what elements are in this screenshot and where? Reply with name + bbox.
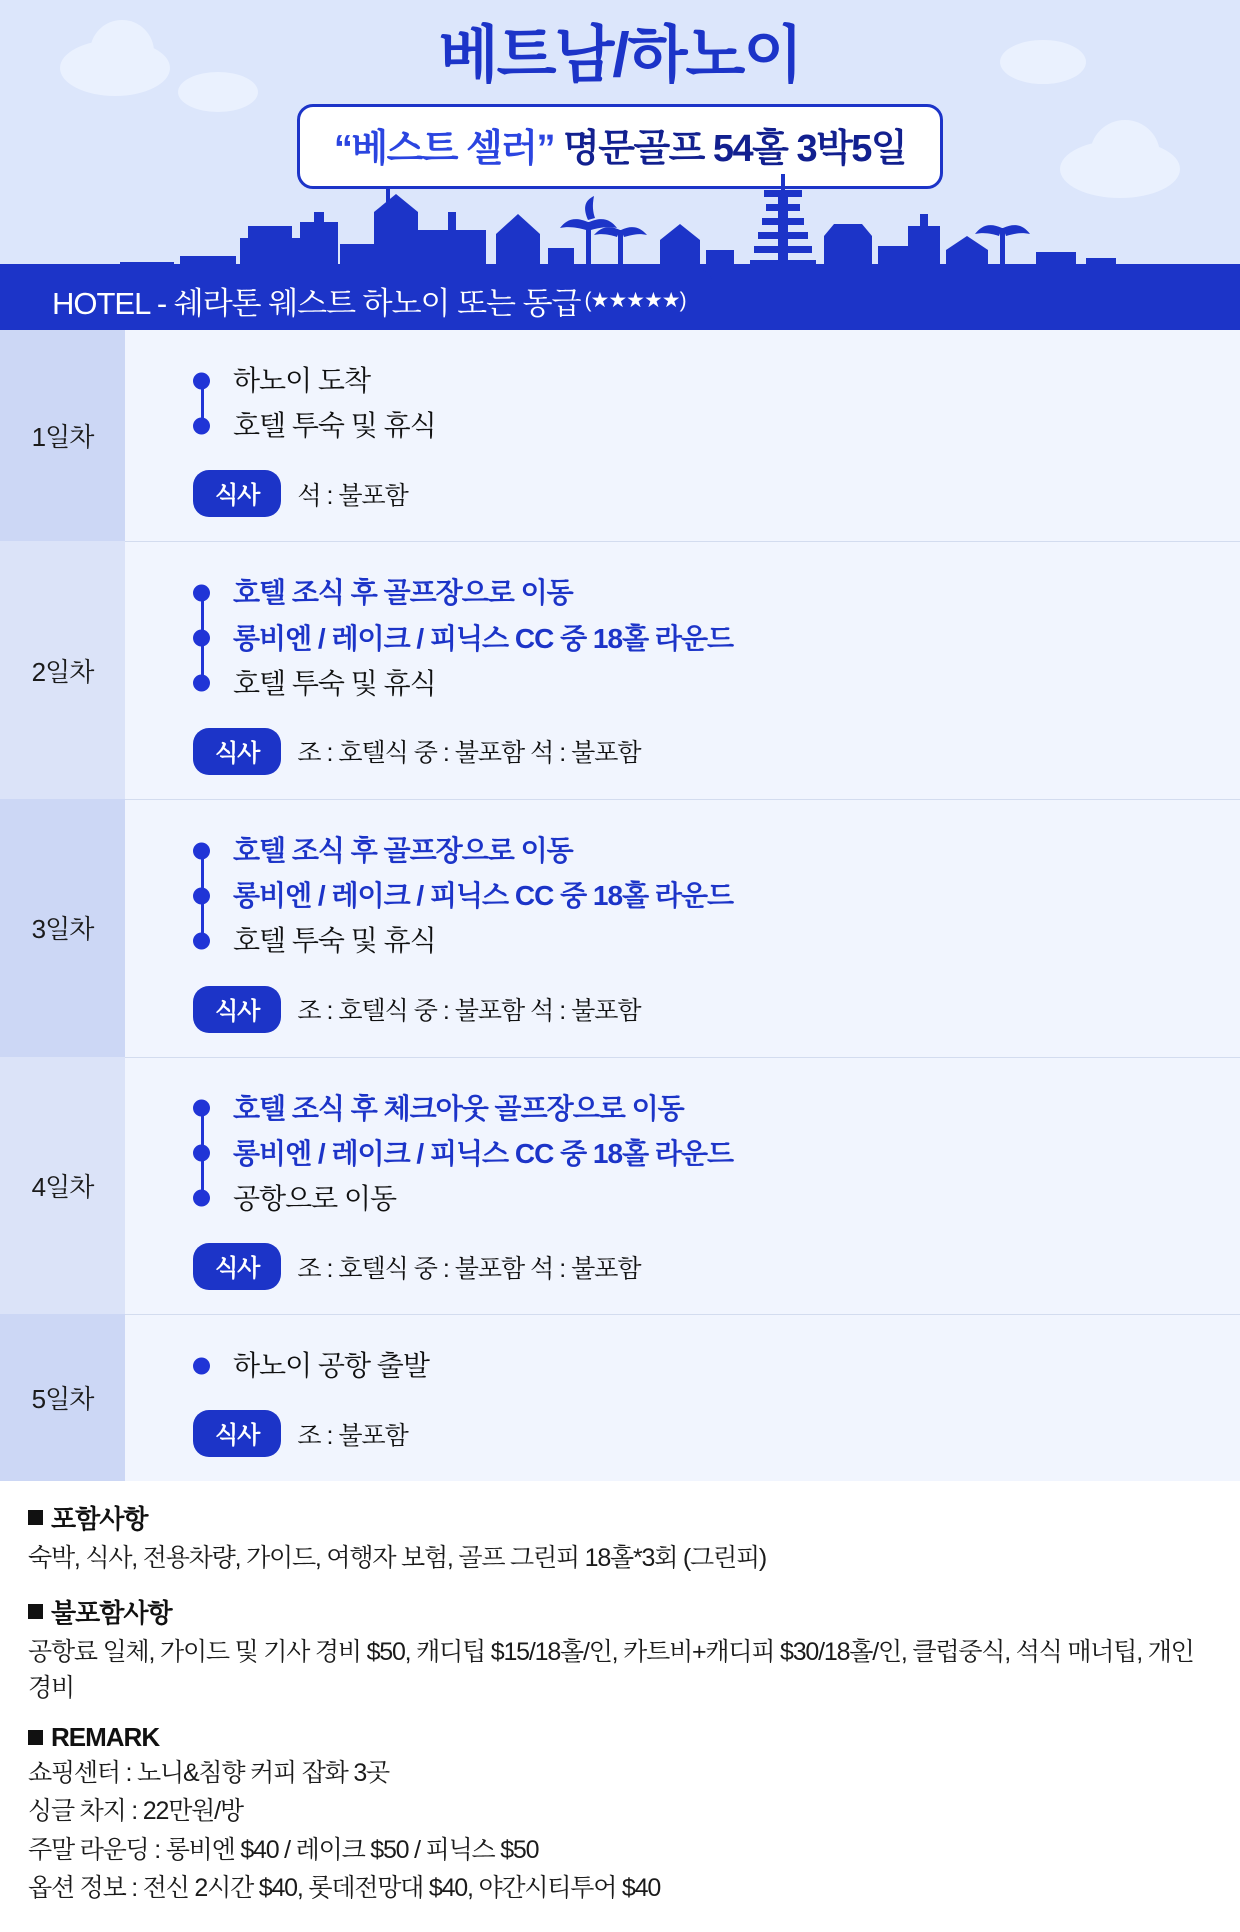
meal-row [175,728,1200,775]
itinerary-step [175,1343,1200,1388]
step-dot-icon [193,932,210,949]
page-title: 베트남/하노이 [438,21,802,90]
itinerary-step [175,873,1200,918]
meal-row [175,1410,1200,1457]
itinerary-step [175,403,1200,448]
meal-badge: 식사 [193,1410,281,1457]
step-dot-icon [193,1100,210,1117]
excluded-heading-text: 불포함사항 [51,1597,172,1628]
meal-row [175,1243,1200,1290]
itinerary-step [175,616,1200,661]
day-label: 4일차 [0,1057,125,1315]
itinerary-step [175,828,1200,873]
itinerary-step [175,661,1200,706]
step-text: 호텔 투숙 및 휴식 [233,410,436,442]
step-text: 호텔 투숙 및 휴식 [233,925,436,957]
day-body [125,799,1240,1057]
meal-badge: 식사 [193,470,281,517]
step-text: 공항으로 이동 [233,1182,397,1214]
step-list [175,1343,1200,1388]
meal-row [175,470,1200,517]
itinerary-row [0,330,1240,541]
step-dot-icon [193,417,210,434]
step-text: 하노이 공항 출발 [233,1350,429,1382]
day-label: 3일차 [0,799,125,1057]
hotel-bar [30,270,712,330]
excluded-block [28,1593,1212,1707]
itinerary-step [175,358,1200,403]
step-list [175,358,1200,448]
day-label: 2일차 [0,541,125,799]
meal-badge: 식사 [193,1243,281,1290]
step-dot-icon [193,584,210,601]
itinerary-step [175,1131,1200,1176]
meal-badge: 식사 [193,986,281,1033]
itinerary-step [175,918,1200,963]
itinerary-step [175,570,1200,615]
step-text: 롱비엔 / 레이크 / 피닉스 CC 중 18홀 라운드 [233,1137,734,1169]
step-text: 롱비엔 / 레이크 / 피닉스 CC 중 18홀 라운드 [233,880,734,912]
step-text: 호텔 투숙 및 휴식 [233,667,436,699]
meal-row [175,986,1200,1033]
remark-line: 싱글 차지 : 22만원/방 [28,1797,243,1826]
step-dot-icon [193,1357,210,1374]
itinerary-row [0,799,1240,1057]
included-text: 숙박, 식사, 전용차량, 가이드, 여행자 보험, 골프 그린피 18홀*3회 (그린피) [28,1544,767,1573]
remark-line: 옵션 정보 : 전신 2시간 $40, 롯데전망대 $40, 야간시티투어 $40 [28,1873,661,1902]
itinerary-row [0,1314,1240,1481]
poster-header [0,0,1240,330]
step-dot-icon [193,887,210,904]
bullet-square-icon [28,1604,43,1619]
itinerary-step [175,1086,1200,1131]
step-dot-icon [193,1190,210,1207]
bullet-square-icon [28,1730,43,1745]
meal-text: 조 : 불포함 [297,1421,408,1450]
subtitle-rest: 명문골프 54홀 3박5일 [553,128,907,171]
remark-lines [28,1755,1212,1906]
day-body [125,330,1240,541]
meal-text: 조 : 호텔식 중 : 불포함 석 : 불포함 [297,739,641,768]
step-dot-icon [193,630,210,647]
meal-text: 석 : 불포함 [297,481,408,510]
remark-line: 주말 라운딩 : 롱비엔 $40 / 레이크 $50 / 피닉스 $50 [28,1835,539,1864]
city-skyline-icon [0,160,1240,270]
day-body [125,1057,1240,1315]
day-body [125,541,1240,799]
day-body [125,1314,1240,1481]
step-list [175,570,1200,706]
step-list [175,828,1200,964]
included-heading-text: 포함사항 [51,1504,148,1535]
itinerary-step [175,1176,1200,1221]
step-text: 호텔 조식 후 체크아웃 골프장으로 이동 [233,1092,684,1124]
hotel-stars: (★★★★★) [584,288,686,312]
step-text: 하노이 도착 [233,365,371,396]
step-dot-icon [193,1145,210,1162]
meal-badge: 식사 [193,728,281,775]
meal-text: 조 : 호텔식 중 : 불포함 석 : 불포함 [297,997,641,1025]
meal-text: 조 : 호텔식 중 : 불포함 석 : 불포함 [297,1254,641,1283]
itinerary-row [0,541,1240,799]
remark-block [28,1722,1212,1906]
step-text: 호텔 조식 후 골프장으로 이동 [233,834,573,866]
remark-heading [28,1722,1212,1753]
step-dot-icon [193,842,210,859]
notes-section [0,1481,1240,1932]
day-label: 5일차 [0,1314,125,1481]
included-block [28,1499,1212,1576]
excluded-heading [28,1593,1212,1630]
step-text: 롱비엔 / 레이크 / 피닉스 CC 중 18홀 라운드 [233,622,734,654]
day-label: 1일차 [0,330,125,541]
itinerary-table [0,330,1240,1481]
subtitle-quote: “베스트 셀러” [333,128,554,171]
itinerary-row [0,1057,1240,1315]
step-list [175,1086,1200,1222]
excluded-text: 공항료 일체, 가이드 및 기사 경비 $50, 캐디팁 $15/18홀/인, 카트비+캐디피 $30/18홀/인, 클럽중식, 석식 매너팁, 개인경비 [28,1637,1194,1702]
remark-line: 쇼핑센터 : 노니&침향 커피 잡화 3곳 [28,1759,390,1787]
included-heading [28,1499,1212,1536]
bullet-square-icon [28,1510,43,1525]
step-dot-icon [193,675,210,692]
remark-heading-text: REMARK [51,1722,160,1752]
step-text: 호텔 조식 후 골프장으로 이동 [233,577,573,609]
step-dot-icon [193,372,210,389]
hotel-label: HOTEL - 쉐라톤 웨스트 하노이 또는 동급 [52,285,581,321]
